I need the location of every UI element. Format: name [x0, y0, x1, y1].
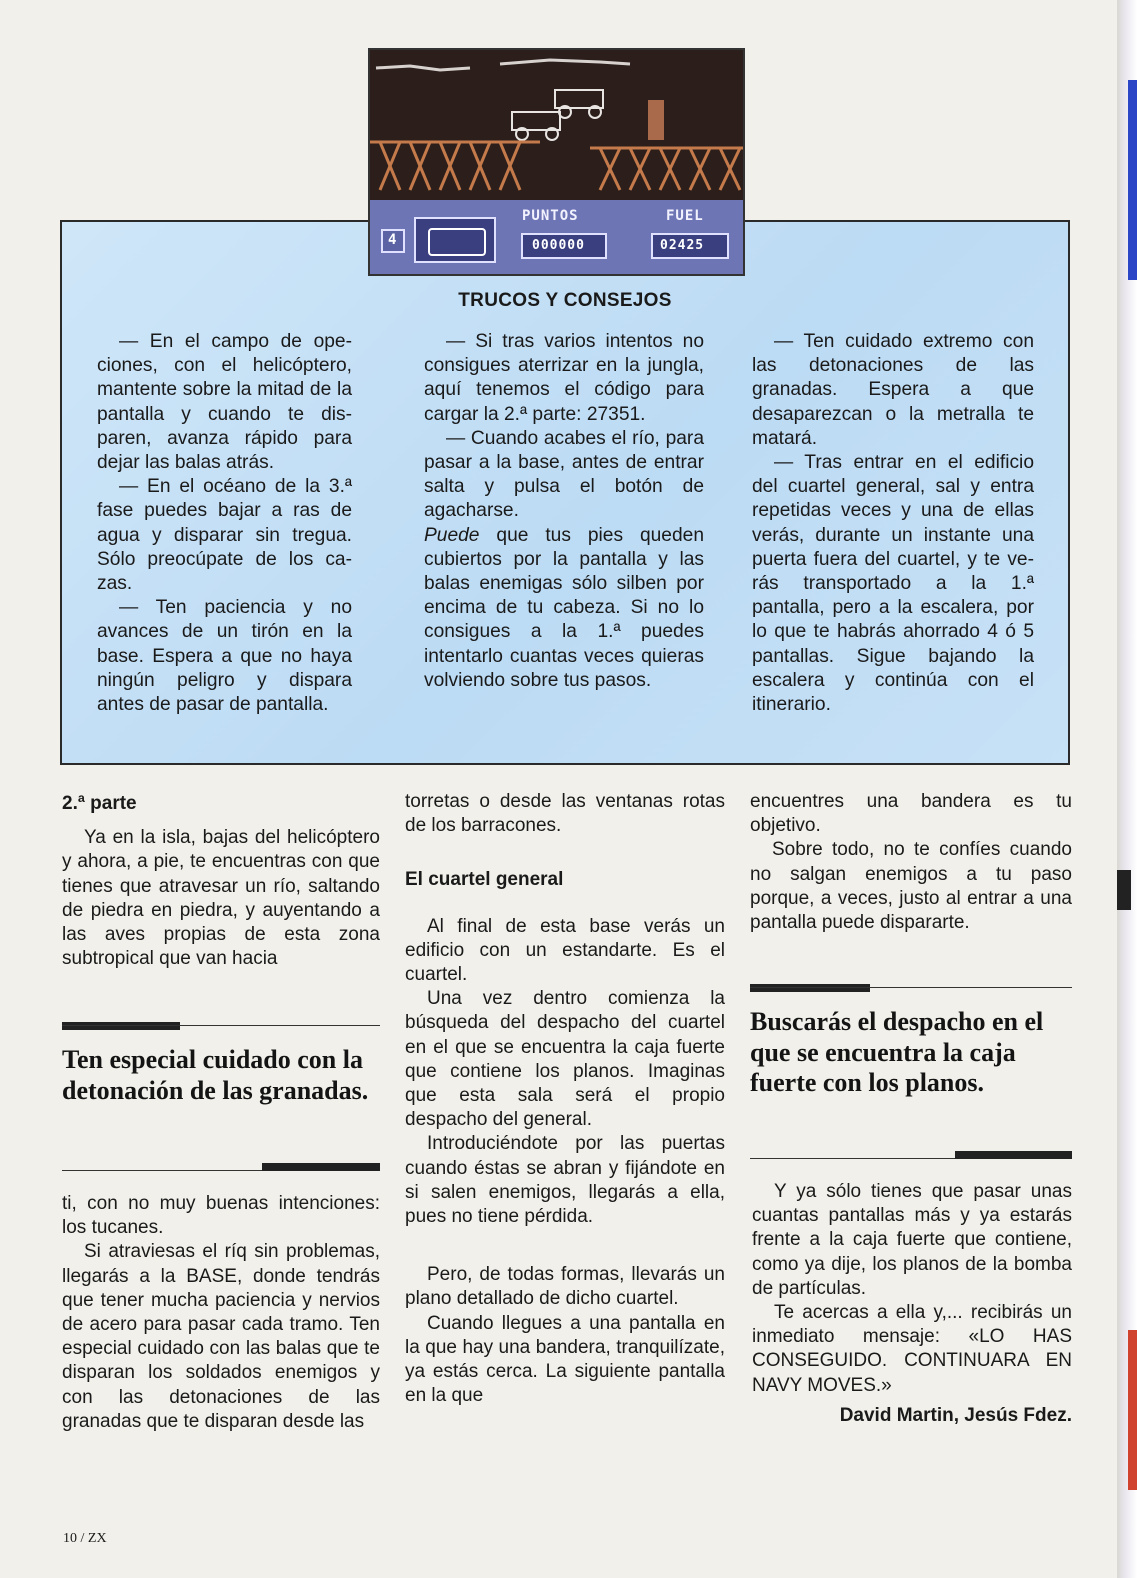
hud-points-label: PUNTOS [522, 208, 579, 224]
article-paragraph: Ya en la isla, bajas del helicóptero y ahora, a pie, te encuentras con que tienes que atravesar un río, saltando de piedra en piedra, y auyentando a las aves propias de esta zona subtropical que van hacia [62, 827, 380, 970]
byline: David Martin, Jesús Fdez. [839, 1404, 1072, 1426]
article-column-1 [62, 792, 380, 971]
hud-jeep-icon [428, 228, 486, 256]
section-heading: 2.ª parte [62, 793, 137, 814]
article-column-2 [405, 790, 725, 1408]
next-page-edge-blue [1128, 80, 1137, 280]
article-paragraph: encuentres una bandera es tu objetivo. [750, 791, 1072, 837]
pull-quote: Buscarás el despacho en el que se encuentra la caja fuerte con los planos. [750, 1007, 1044, 1097]
next-page-edge-red [1128, 1330, 1137, 1490]
game-screenshot [368, 48, 745, 276]
section-heading: El cuartel general [405, 869, 564, 891]
rule-thick [955, 1151, 1072, 1159]
article-paragraph: Si atraviesas el ríq sin problemas, llegarás a la BASE, donde tendrás que tener mucha paciencia y nervios de acero para pasar cada tramo. Ten especial cuidado con las balas que te disparan los soldados enemigos y con las detonaciones de las granadas que te disparan desde las [62, 1241, 380, 1432]
article-paragraph: Y ya sólo tienes que pasar unas cuantas pantallas más y ya estarás frente a la caja fuerte que contiene, como ya dije, los planos de la bomba de partículas. [752, 1181, 1072, 1299]
tip-paragraph: — Ten paciencia y no avances de un tirón en la base. Espera a que no haya ningún peligro y dispara antes de pasar de pantalla. [97, 597, 352, 716]
rule-thick [62, 1022, 180, 1030]
tip-paragraph: — En el campo de opeciones, con el helicóptero, mantente sobre la mitad de la pantalla y cuando te disparen, avanza rápido para dejar las balas atrás. [97, 331, 352, 474]
tips-column-3 [752, 330, 1034, 717]
article-column-3-cont [752, 1180, 1072, 1428]
rule-thick [262, 1163, 380, 1171]
article-paragraph: Sobre todo, no te confíes cuando no salgan enemigos a tu paso porque, a veces, justo al entrar a una pantalla puede dispararte. [750, 839, 1072, 934]
pull-quote: Ten especial cuidado con la detonación de las granadas. [62, 1045, 369, 1105]
tip-text: que tus pies queden cubiertos por la pantalla y las balas enemigas sólo silben por encima de tu cabeza. Si no lo consigues a la 1.ª puedes intentarlo cuantas veces quieras volviendo sobre tus pasos. [424, 524, 704, 691]
hud-fuel-value: 02425 [660, 238, 705, 253]
article-paragraph: Introduciéndote por las puertas cuando éstas se abran y fijándote en si salen enemigos, llegarás a ella, pues no tiene pérdida. [405, 1133, 725, 1228]
tip-paragraph: — Si tras varios intentos no consigues aterrizar en la jungla, aquí tenemos el código para cargar la 2.ª parte: 27351. [424, 331, 704, 425]
article-paragraph: Pero, de todas formas, llevarás un plano detallado de dicho cuartel. [405, 1264, 725, 1310]
tip-paragraph: — Cuando acabes el río, para pasar a la base, antes de entrar salta y pulsa el botón de agacharse. [424, 427, 704, 522]
article-paragraph: torretas o desde las ventanas rotas de los barracones. [405, 791, 725, 837]
tip-emphasis: Puede [424, 524, 480, 546]
article-paragraph: Al final de esta base verás un edificio con un estandarte. Es el cuartel. [405, 915, 725, 986]
article-paragraph: ti, con no muy buenas intenciones: los tucanes. [62, 1193, 380, 1239]
rule [750, 987, 1072, 988]
tips-column-2 [424, 330, 704, 693]
page-number: 10 / ZX [63, 1531, 107, 1546]
tips-column-1 [97, 330, 352, 717]
rule [62, 1025, 380, 1026]
article-paragraph: Cuando llegues a una pantalla en la que hay una bandera, tranquilízate, ya estás cerca. La siguiente pantalla en la que [405, 1312, 725, 1407]
tip-paragraph: — Ten cuidado extremo con las detonaciones de las granadas. Espera a que desaparezcan o la metralla te matará. [752, 331, 1034, 449]
tip-paragraph: — Tras entrar en el edificio del cuartel general, sal y entra repetidas veces y una de ellas verás, durante un instante una puerta fuera del cuartel, y te verás transportado a la 1.ª pantalla, pero a la escalera, por lo que te habrás ahorrado 4 ó 5 pantallas. Sigue bajando la escalera y continúa con el itinerario. [752, 452, 1034, 716]
article-column-3 [750, 790, 1072, 935]
hud-fuel-label: FUEL [666, 208, 704, 224]
article-paragraph: Una vez dentro comienza la búsqueda del despacho del cuartel en el que se encuentra la caja fuerte que contiene los planos. Imaginas que esta sala será el propio despacho del general. [405, 988, 725, 1131]
hud-points-value: 000000 [532, 238, 585, 253]
next-page-edge-mark [1117, 870, 1131, 910]
tips-title: TRUCOS Y CONSEJOS [458, 290, 672, 311]
article-paragraph: Te acercas a ella y,... recibirás un inmediato mensaje: «LO HAS CONSEGUIDO. CONTINUARA EN NAVY MOVES.» [752, 1302, 1072, 1396]
rule-thick [750, 984, 870, 992]
tip-paragraph [424, 524, 704, 693]
hud-lives: 4 [388, 232, 397, 248]
article-column-1-cont [62, 1192, 380, 1434]
tip-paragraph: — En el océano de la 3.ª fase puedes bajar a ras de agua y disparar sin tregua. Sólo preocúpate de los cazas. [97, 476, 352, 595]
